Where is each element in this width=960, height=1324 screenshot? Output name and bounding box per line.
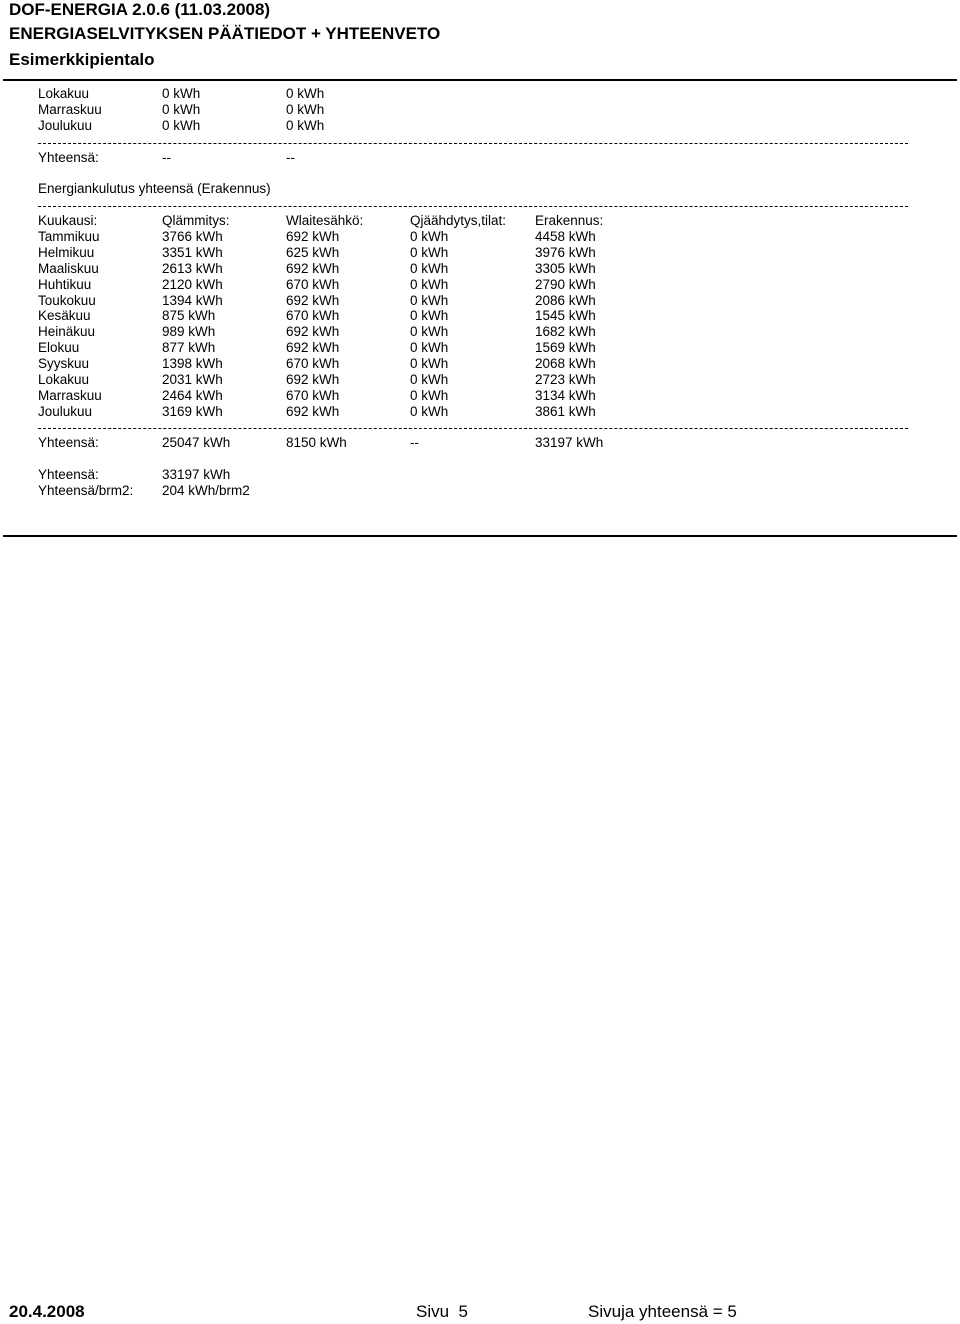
building-name: Esimerkkipientalo — [9, 50, 155, 69]
table-row: Elokuu 877 kWh 692 kWh 0 kWh 1569 kWh — [38, 340, 596, 355]
column-header-heating: Qlämmitys: — [162, 213, 230, 228]
table-row: Huhtikuu 2120 kWh 670 kWh 0 kWh 2790 kWh — [38, 277, 596, 292]
content-end-divider — [3, 535, 957, 537]
column-header-cooling: Qjäähdytys,tilat: — [410, 213, 507, 228]
dashed-divider — [38, 143, 908, 144]
column-header-month: Kuukausi: — [38, 213, 98, 228]
table-row: Toukokuu 1394 kWh 692 kWh 0 kWh 2086 kWh — [38, 293, 596, 308]
table-row: Tammikuu 3766 kWh 692 kWh 0 kWh 4458 kWh — [38, 229, 596, 244]
header-divider — [3, 79, 957, 81]
dashed-divider — [38, 428, 908, 429]
footer-page-total: Sivuja yhteensä = 5 — [588, 1302, 737, 1321]
table-row: Marraskuu 2464 kWh 670 kWh 0 kWh 3134 kWh — [38, 388, 596, 403]
table-row: Lokakuu 2031 kWh 692 kWh 0 kWh 2723 kWh — [38, 372, 596, 387]
table-row: Marraskuu 0 kWh 0 kWh — [38, 102, 325, 117]
table-row: Joulukuu 3169 kWh 692 kWh 0 kWh 3861 kWh — [38, 404, 596, 419]
table-row: Joulukuu 0 kWh 0 kWh — [38, 118, 325, 133]
table-row: Syyskuu 1398 kWh 670 kWh 0 kWh 2068 kWh — [38, 356, 596, 371]
section-title: Energiankulutus yhteensä (Erakennus) — [38, 181, 271, 196]
column-header-total: Erakennus: — [535, 213, 604, 228]
app-title: DOF-ENERGIA 2.0.6 (11.03.2008) — [9, 0, 271, 19]
summary-row-total: Yhteensä: 33197 kWh — [38, 467, 231, 482]
footer-date: 20.4.2008 — [9, 1302, 85, 1321]
table-row: Kesäkuu 875 kWh 670 kWh 0 kWh 1545 kWh — [38, 308, 596, 323]
table-header — [0, 213, 960, 229]
footer-page-number: Sivu 5 — [416, 1302, 468, 1321]
table-row: Heinäkuu 989 kWh 692 kWh 0 kWh 1682 kWh — [38, 324, 596, 339]
total-row: Yhteensä: 25047 kWh 8150 kWh -- 33197 kWh — [38, 435, 604, 450]
dashed-divider — [38, 206, 908, 207]
table-row: Maaliskuu 2613 kWh 692 kWh 0 kWh 3305 kWh — [38, 261, 596, 276]
column-header-appliance: Wlaitesähkö: — [286, 213, 364, 228]
table-row: Helmikuu 3351 kWh 625 kWh 0 kWh 3976 kWh — [38, 245, 596, 260]
page-footer — [0, 1302, 960, 1322]
report-title: ENERGIASELVITYKSEN PÄÄTIEDOT + YHTEENVETO — [9, 24, 441, 43]
total-row: Yhteensä: -- -- — [38, 150, 295, 165]
table-row: Lokakuu 0 kWh 0 kWh — [38, 86, 325, 101]
summary-row-per-area: Yhteensä/brm2: 204 kWh/brm2 — [38, 483, 250, 498]
